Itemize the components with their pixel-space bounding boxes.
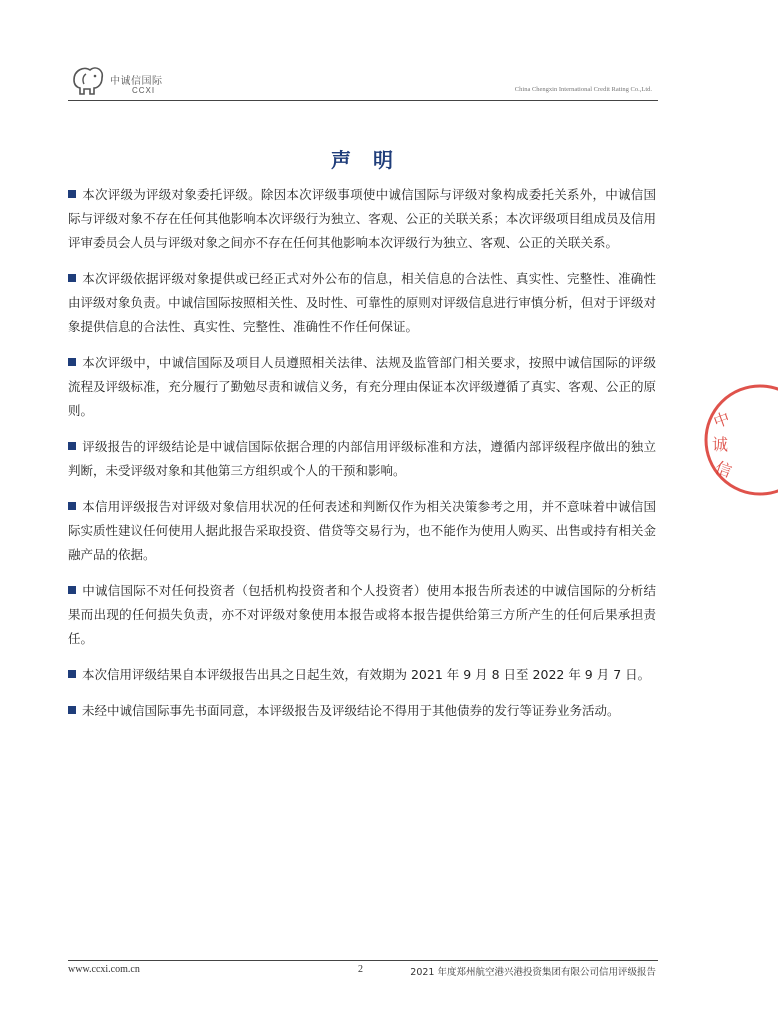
- statement-paragraph: [68, 183, 656, 255]
- paragraph-text: 本次评级为评级对象委托评级。除因本次评级事项使中诚信国际与评级对象构成委托关系外，中诚信国际与评级对象不存在任何其他影响本次评级行为独立、客观、公正的关联关系；本次评级项目组成员及信用评审委员会人员与评级对象之间亦不存在任何其他影响本次评级行为独立、客观、公正的关联关系。: [68, 187, 656, 250]
- page-header: [68, 62, 658, 102]
- paragraph-text: 本次信用评级结果自本评级报告出具之日起生效，有效期为 2021 年 9 月 8 日至 2022 年 9 月 7 日。: [82, 667, 651, 682]
- paragraph-text: 本次评级依据评级对象提供或已经正式对外公布的信息，相关信息的合法性、真实性、完整性、准确性由评级对象负责。中诚信国际按照相关性、及时性、可靠性的原则对评级信息进行审慎分析，但对于评级对象提供信息的合法性、真实性、完整性、准确性不作任何保证。: [68, 271, 656, 334]
- footer-website: www.ccxi.com.cn: [68, 964, 140, 975]
- square-bullet-icon: [68, 670, 76, 678]
- footer-divider: [68, 960, 658, 961]
- footer-report-title: 2021 年度郑州航空港兴港投资集团有限公司信用评级报告: [410, 967, 656, 978]
- statement-paragraph: [68, 663, 656, 687]
- paragraph-text: 未经中诚信国际事先书面同意，本评级报告及评级结论不得用于其他债券的发行等证券业务活动。: [82, 703, 620, 718]
- ccxi-logo: [68, 62, 178, 98]
- svg-text:诚: 诚: [712, 435, 729, 454]
- square-bullet-icon: [68, 706, 76, 714]
- company-english-name: China Chengxin International Credit Rating Co.,Ltd.: [514, 86, 652, 93]
- statement-paragraph: [68, 351, 656, 423]
- paragraph-text: 中诚信国际不对任何投资者（包括机构投资者和个人投资者）使用本报告所表述的中诚信国际的分析结果而出现的任何损失负责，亦不对评级对象使用本报告或将本报告提供给第三方所产生的任何后果承担责任。: [68, 583, 656, 646]
- statement-paragraph: [68, 495, 656, 567]
- square-bullet-icon: [68, 442, 76, 450]
- page-title: 声明: [331, 148, 415, 172]
- header-divider: [68, 100, 658, 101]
- square-bullet-icon: [68, 190, 76, 198]
- svg-text:中: 中: [710, 408, 733, 432]
- statement-paragraph: [68, 267, 656, 339]
- statement-body: [68, 183, 656, 735]
- logo-english-name: CCXI: [132, 86, 156, 95]
- statement-paragraph: [68, 579, 656, 651]
- paragraph-text: 本信用评级报告对评级对象信用状况的任何表述和判断仅作为相关决策参考之用，并不意味着中诚信国际实质性建议任何使用人据此报告采取投资、借贷等交易行为，也不能作为使用人购买、出售或持有相关金融产品的依据。: [68, 499, 656, 562]
- paragraph-text: 本次评级中，中诚信国际及项目人员遵照相关法律、法规及监管部门相关要求，按照中诚信国际的评级流程及评级标准，充分履行了勤勉尽责和诚信义务，有充分理由保证本次评级遵循了真实、客观、公正的原则。: [68, 355, 656, 418]
- elephant-logo-icon: [68, 62, 108, 98]
- page-number: 2: [358, 964, 363, 975]
- square-bullet-icon: [68, 358, 76, 366]
- statement-paragraph: [68, 435, 656, 483]
- paragraph-text: 评级报告的评级结论是中诚信国际依据合理的内部信用评级标准和方法，遵循内部评级程序做出的独立判断，未受评级对象和其他第三方组织或个人的干预和影响。: [68, 439, 656, 478]
- square-bullet-icon: [68, 502, 76, 510]
- square-bullet-icon: [68, 274, 76, 282]
- statement-paragraph: [68, 699, 656, 723]
- square-bullet-icon: [68, 586, 76, 594]
- company-seal-stamp: [698, 380, 778, 500]
- svg-text:信: 信: [712, 457, 735, 482]
- logo-chinese-name: 中诚信国际: [110, 76, 163, 87]
